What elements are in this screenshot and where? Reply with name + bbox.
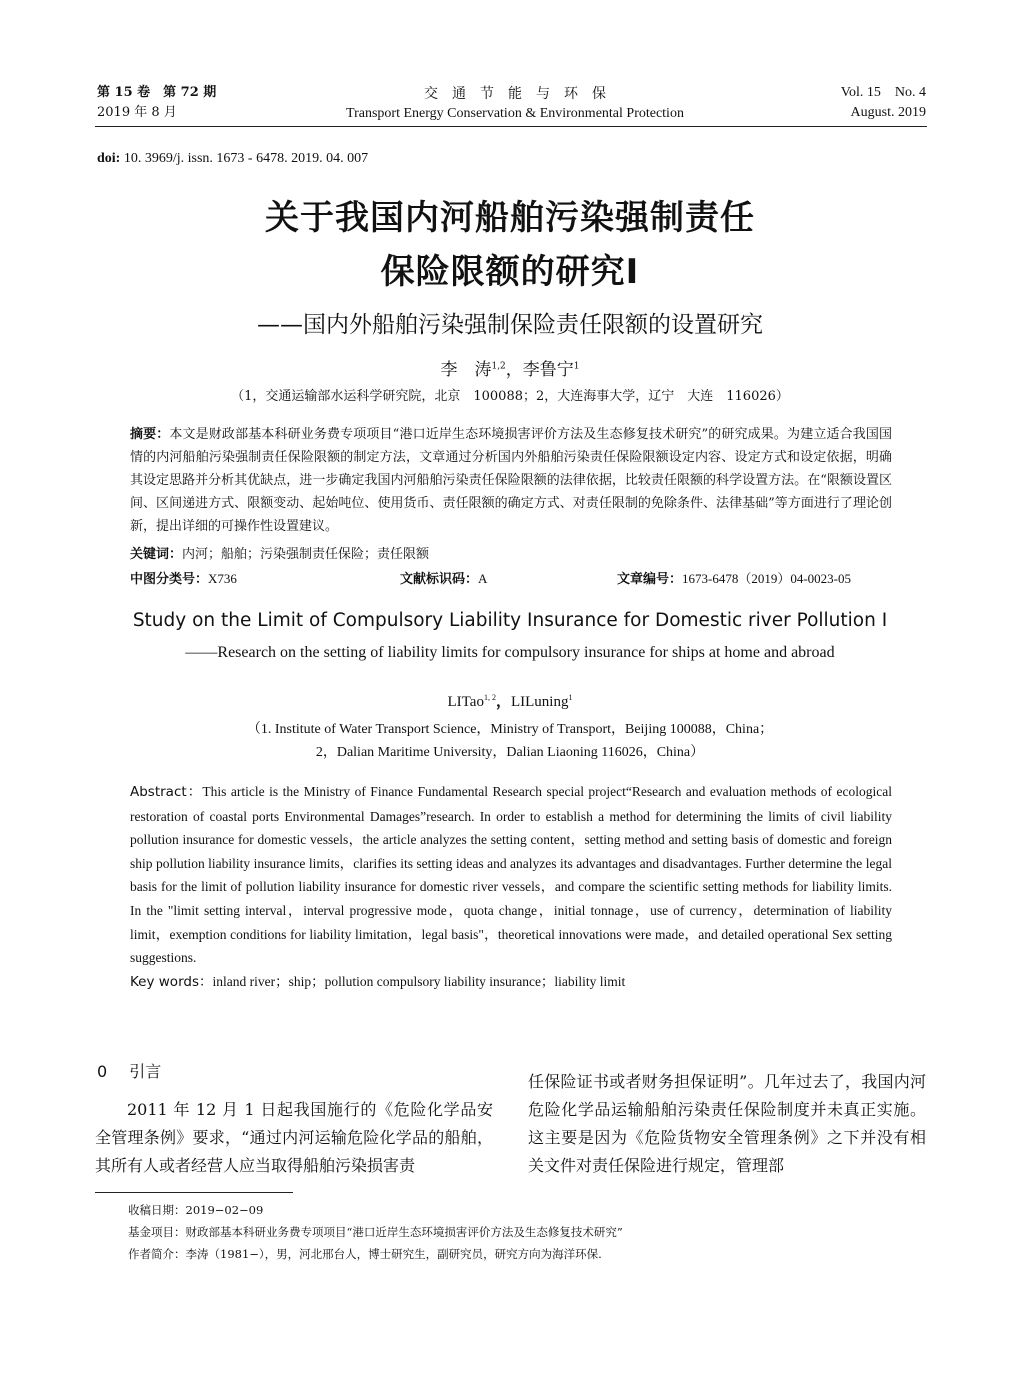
doc-code [400, 568, 487, 591]
footnote-fund: 基金项目：财政部基本科研业务费专项项目“港口近岸生态环境损害评价方法及生态修复技术研究” [128, 1225, 623, 1239]
doc-value: A [478, 571, 488, 586]
subtitle-en: ——Research on the setting of liability limits for compulsory insurance for ships at home and abroad [185, 644, 835, 661]
footnote-received: 收稿日期：2019−02−09 [128, 1203, 264, 1217]
author-1-cn: 李 涛 [440, 360, 492, 380]
affiliation-en-line2: 2，Dalian Maritime University，Dalian Liaoning 116026，China） [315, 745, 705, 760]
clc-value: X736 [208, 571, 237, 586]
affiliation-en-line1: （1. Institute of Water Transport Science，Ministry of Transport，Beijing 100088，China； [246, 722, 774, 737]
date-en: August. 2019 [850, 105, 926, 120]
author-2-en: LILuning [510, 694, 569, 710]
author-1-en: LITao [447, 694, 484, 710]
author-2-en-affil: 1 [568, 693, 573, 702]
clc-code [130, 568, 237, 591]
body-right-column: 任保险证书或者财务担保证明”。几年过去了，我国内河危险化学品运输船舶污染责任保险制度并未真正实施。这主要是因为《危险货物安全管理条例》之下并没有相关文件对责任保险进行规定，管理部 [528, 1072, 926, 1175]
article-number-value: 1673-6478（2019）04-0023-05 [682, 571, 852, 586]
body-left-column: 2011 年 12 月 1 日起我国施行的《危险化学品安全管理条例》要求，“通过内河运输危险化学品的船舶，其所有人或者经营人应当取得船舶污染损害责 [95, 1100, 493, 1175]
keywords-en-text: inland river；ship；pollution compulsory liability insurance；liability limit [212, 974, 626, 989]
affiliation-cn: （1，交通运输部水运科学研究院，北京 100088；2，大连海事大学，辽宁 大连 116026） [231, 389, 789, 404]
doc-label: 文献标识码： [400, 572, 479, 587]
journal-name-en: Transport Energy Conservation & Environmental Protection [346, 106, 684, 121]
abstract-en-label: Abstract： [130, 784, 203, 800]
author-1-en-affil: 1, 2 [483, 693, 496, 702]
article-number-label: 文章编号： [617, 572, 683, 587]
footnote-author: 作者简介：李涛（1981−），男，河北邢台人，博士研究生，副研究员，研究方向为海洋环保. [128, 1247, 602, 1261]
keywords-cn-label: 关键词： [130, 547, 183, 562]
author-separator: ， [505, 360, 523, 380]
volume-issue-en: Vol. 15 No. 4 [840, 85, 926, 100]
keywords-cn [130, 543, 892, 566]
author-2-cn: 李鲁宁 [522, 360, 574, 380]
abstract-en [130, 780, 892, 970]
header-left [97, 83, 216, 123]
doi-line [97, 151, 368, 167]
article-number [617, 568, 851, 591]
doi-value: 10. 3969/j. issn. 1673 - 6478. 2019. 04. 007 [123, 151, 369, 166]
section-title: 引言 [129, 1062, 162, 1081]
abstract-cn-label: 摘要： [130, 427, 170, 442]
abstract-cn [130, 423, 892, 538]
author-en-separator: ， [495, 694, 511, 710]
title-en: Study on the Limit of Compulsory Liability Insurance for Domestic river Pollution Ⅰ [132, 610, 888, 631]
authors-cn [0, 355, 1020, 380]
keywords-en-label: Key words： [130, 974, 213, 990]
author-1-affil: 1,2 [491, 361, 506, 372]
keywords-cn-text: 内河；船舶；污染强制责任保险；责任限额 [182, 547, 430, 562]
title-cn-line1: 关于我国内河船舶污染强制责任 [265, 198, 755, 238]
keywords-en [130, 970, 892, 995]
journal-name-cn: 交 通 节 能 与 环 保 [424, 86, 606, 102]
header-center [320, 84, 710, 124]
clc-label: 中图分类号： [130, 572, 209, 587]
volume-issue-cn: 第 15 卷 第 72 期 [97, 85, 217, 100]
author-2-affil: 1 [573, 361, 580, 372]
section-number: 0 [97, 1062, 108, 1081]
abstract-cn-text: 本文是财政部基本科研业务费专项项目“港口近岸生态环境损害评价方法及生态修复技术研究”的研究成果。为建立适合我国国情的内河船舶污染强制责任保险限额的制定方法，文章通过分析国内外船舶污染责任保险限额设定内容、设定方式和设定依据，明确其设定思路并分析其优缺点，进一步确定我国内河船舶污染责任保险限额的法律依据，比较责任限额的科学设置方法。在“限额设置区间、区间递进方式、限额变动、起始吨位、使用货币、责任限额的确定方式、对责任限制的免除条件、法律基础”等方面进行了理论创新，提出详细的可操作性设置建议。 [130, 427, 892, 534]
date-cn: 2019 年 8 月 [97, 105, 177, 120]
doi-label: doi: [97, 151, 121, 166]
abstract-en-text: This article is the Ministry of Finance Fundamental Research special project“Research and evaluation methods of ecological restoration of coastal ports Environmental Damages”research. In order to establish a method for determining the limits of civil liability pollution insurance for domestic vessels，the article analyzes the setting content，setting method and setting basis of domestic and foreign ship pollution liability insurance limits，clarifies its setting ideas and analyzes its advantages and disadvantages. Further determine the legal basis for the limit of pollution liability insurance for domestic river vessels，and compare the scientific setting methods for liability limits. In the "limit setting interval，interval progressive mode，quota change，initial tonnage，use of currency，determination of liability limit，exemption conditions for liability limitation，legal basis"，theoretical innovations were made，and detailed operational Sex setting suggestions. [130, 784, 892, 966]
header-rule [95, 126, 927, 127]
authors-en [0, 690, 1020, 711]
subtitle-cn: ——国内外船舶污染强制保险责任限额的设置研究 [257, 312, 763, 338]
footnote-rule [95, 1192, 293, 1193]
section-heading [97, 1059, 161, 1082]
title-cn-line2: 保险限额的研究Ⅰ [380, 252, 640, 292]
header-right [841, 83, 926, 123]
